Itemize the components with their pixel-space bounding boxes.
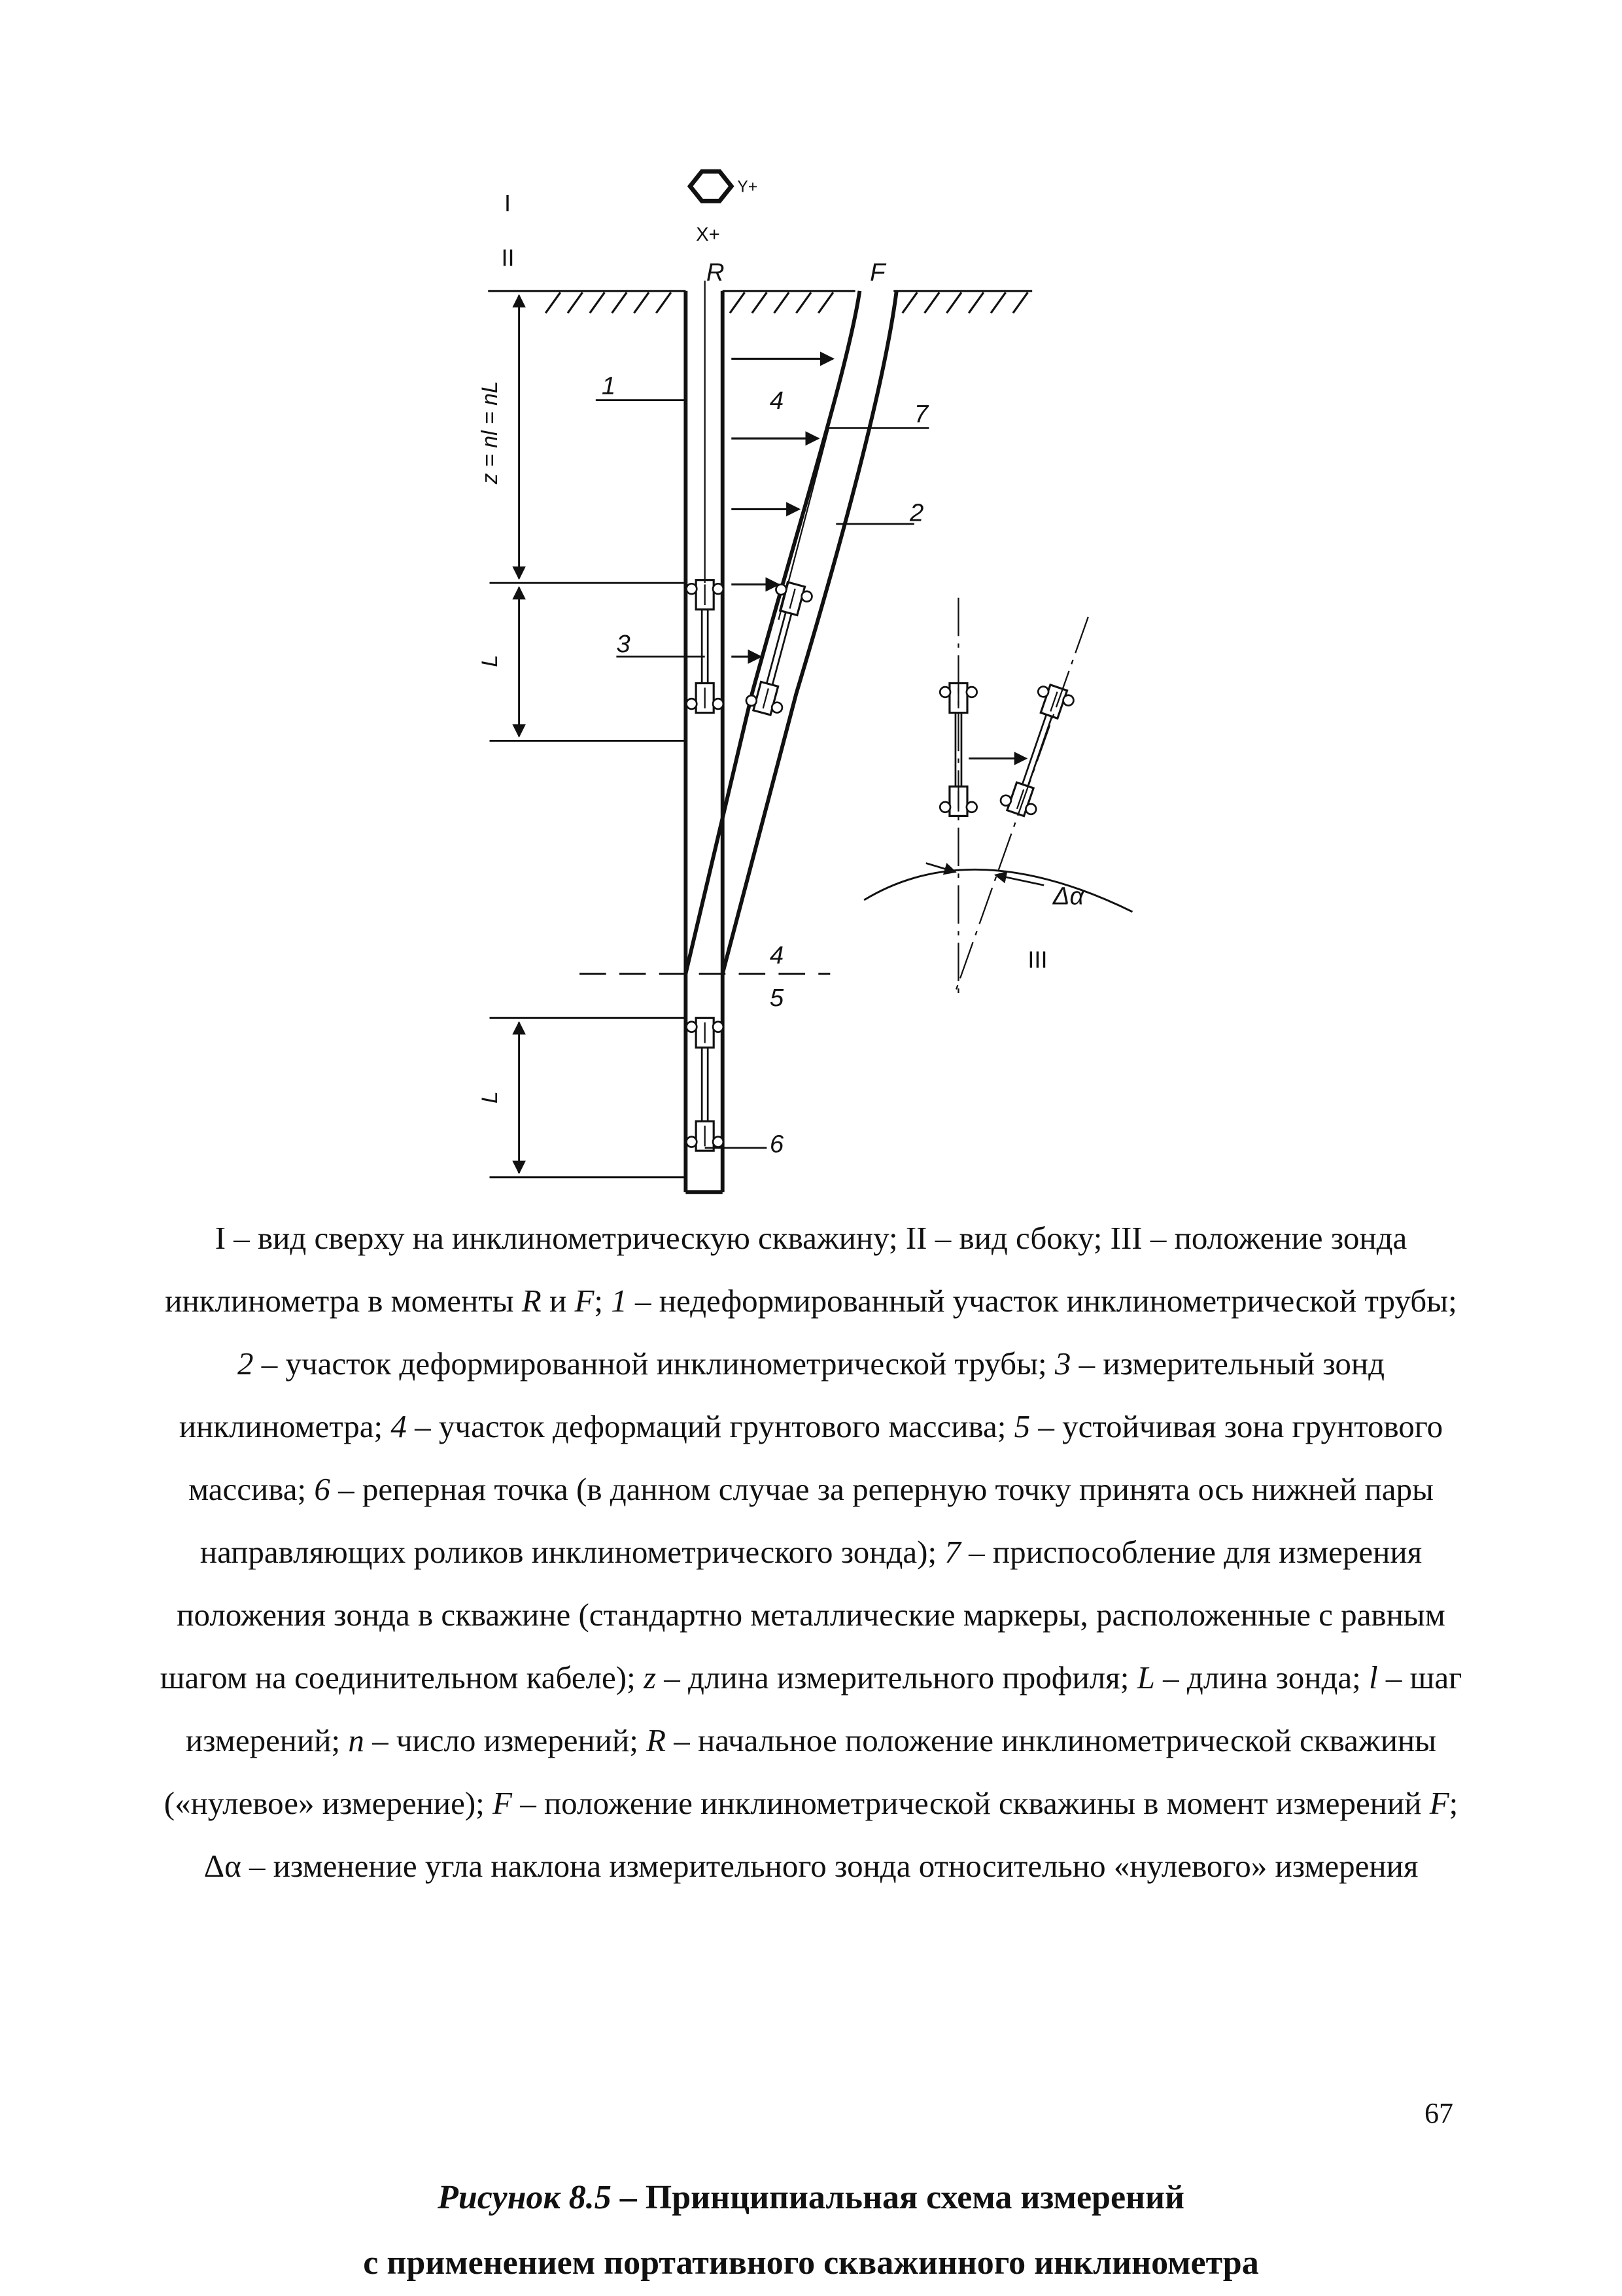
callout-7: 7 [914, 400, 929, 428]
caption-text: – число измерений; [364, 1722, 647, 1758]
caption-text: – приспособление для измерения положения зонда в скважине (стандартно металлические маркеры, расположенные с равным шагом на соединительном кабеле); [160, 1534, 1445, 1696]
caption-symbol: R [646, 1722, 666, 1758]
caption-text: – начальное положение инклинометрической скважины («нулевое» измерение); [164, 1722, 1437, 1821]
caption-symbol: 2 [237, 1346, 254, 1382]
zone-upper-label: 4 [769, 941, 784, 969]
figure-title [157, 2165, 1465, 2296]
caption-text: – длина измерительного профиля; [656, 1660, 1137, 1696]
callout-3: 3 [616, 630, 630, 659]
caption-text: и [541, 1283, 575, 1319]
figure-number: Рисунок 8.5 [438, 2179, 612, 2216]
delta-alpha-label: Δα [1052, 882, 1084, 911]
caption-text: – длина зонда; [1154, 1660, 1370, 1696]
figure-title-dash: – [611, 2179, 646, 2216]
caption-text: – участок деформаций грунтового массива; [406, 1408, 1014, 1444]
top-view-symbol [690, 171, 757, 245]
caption-symbol: 4 [390, 1408, 407, 1444]
caption-symbol-r: R [521, 1283, 542, 1319]
zone-lower-label: 5 [769, 984, 784, 1013]
figure-caption [157, 1207, 1465, 1898]
caption-text: – шаг измерений; [185, 1660, 1462, 1758]
dimension-lines [490, 296, 686, 1177]
caption-symbol: F [1429, 1785, 1449, 1821]
figure-title-line-2: с применением портативного скважинного инклинометра [363, 2244, 1259, 2282]
caption-symbol: 5 [1014, 1408, 1031, 1444]
caption-text: – устойчивая зона грунтового массива; [188, 1408, 1443, 1507]
caption-text: – недеформированный участок инклинометрической трубы; [627, 1283, 1457, 1319]
probe-reference-lower [686, 1018, 723, 1151]
pos-f-label: F [870, 258, 886, 287]
caption-text: ; [594, 1283, 612, 1319]
caption-symbol: 1 [611, 1283, 627, 1319]
axis-y-label: Y+ [737, 178, 758, 196]
view-top-label: I [504, 190, 511, 217]
caption-symbol: 3 [1054, 1346, 1071, 1382]
view-probe-label: III [1027, 946, 1048, 973]
caption-text: I – вид сверху на инклинометрическую скважину; II – вид сбоку; III – положение зонда инклинометра в моменты [165, 1220, 1407, 1319]
pos-r-label: R [706, 258, 725, 287]
dim-l1-label: L [477, 654, 502, 667]
caption-text: – реперная точка (в данном случае за реперную точку принята ось нижней пары направляющих роликов инклинометрического зонда); [199, 1471, 1434, 1570]
borehole-casing-deformed [685, 291, 896, 974]
figure-title-line-1 [157, 2165, 1465, 2231]
dim-l2-label: L [477, 1091, 502, 1104]
caption-symbol: z [643, 1660, 657, 1696]
callout-4: 4 [769, 387, 784, 415]
callout-2: 2 [910, 498, 924, 527]
caption-symbol: n [348, 1722, 364, 1758]
caption-text: – участок деформированной инклинометрической трубы; [253, 1346, 1055, 1382]
figure-title-text-1: Принципиальная схема измерений [645, 2179, 1184, 2216]
probe-initial-upper [686, 580, 723, 713]
dim-z-label: z = nl = nL [477, 381, 502, 485]
callout-6: 6 [769, 1130, 784, 1158]
caption-symbol: l [1369, 1660, 1378, 1696]
callout-leaders [596, 400, 929, 1148]
borehole-casing-initial [685, 291, 722, 1192]
caption-symbol: F [492, 1785, 512, 1821]
axis-x-label: X+ [696, 224, 720, 246]
caption-paragraph [157, 1207, 1465, 1898]
caption-symbol: L [1137, 1660, 1155, 1696]
callout-1: 1 [601, 372, 616, 400]
caption-text: – измерительный зонд инклинометра; [179, 1346, 1385, 1444]
caption-text: – положение инклинометрической скважины в момент измерений [511, 1785, 1430, 1821]
caption-symbol: 7 [944, 1534, 961, 1570]
caption-symbol: 6 [314, 1471, 330, 1507]
caption-symbol-f: F [574, 1283, 595, 1319]
view-side-label: II [501, 244, 515, 271]
ground-surface [488, 291, 1032, 313]
caption-text: ; Δα – изменение угла наклона измерительного зонда относительно «нулевого» измерения [203, 1785, 1458, 1884]
probe-angle-inset [864, 598, 1132, 996]
page-number: 67 [1424, 2097, 1453, 2129]
